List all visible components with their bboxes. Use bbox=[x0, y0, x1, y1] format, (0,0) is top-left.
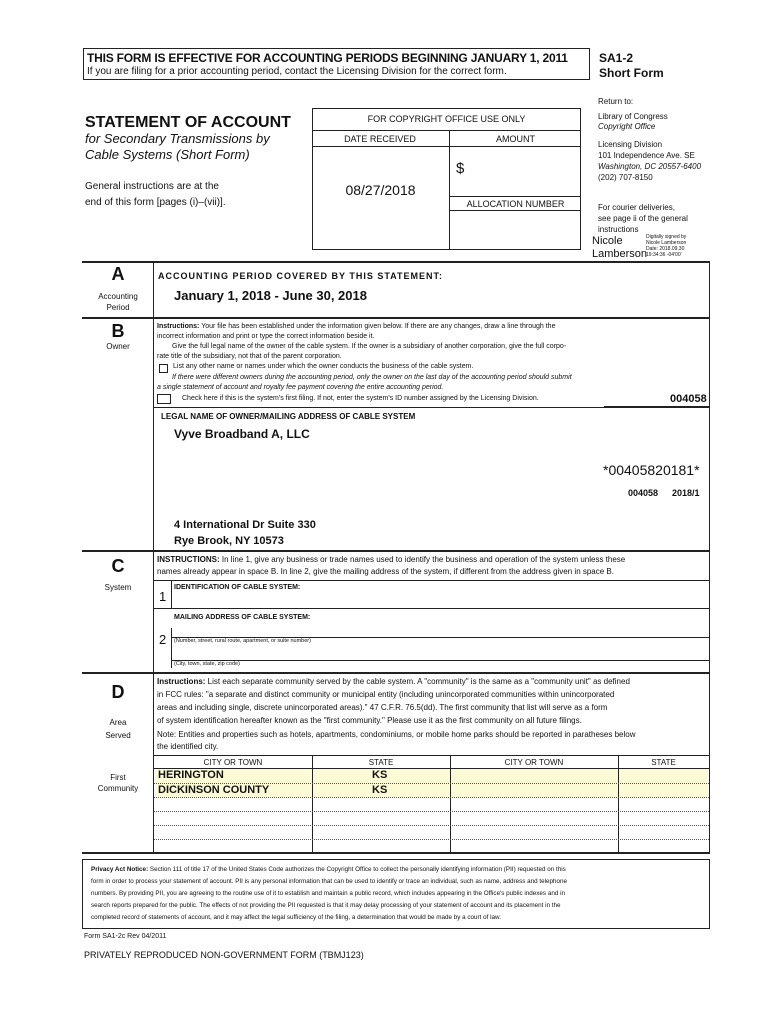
owner-address-2[interactable]: Rye Brook, NY 10573 bbox=[174, 535, 284, 547]
section-b-instructions-3: Give the full legal name of the owner of the cable system. If the owner is a subsidiary of another corporation, give the full corpo- bbox=[172, 343, 567, 350]
dollar-sign: $ bbox=[456, 160, 465, 177]
street-field[interactable] bbox=[172, 626, 709, 636]
accounting-period-heading: ACCOUNTING PERIOD COVERED BY THIS STATEMENT: bbox=[158, 271, 444, 281]
community-row-1-state[interactable]: KS bbox=[372, 769, 388, 781]
section-c-label: System bbox=[104, 583, 132, 592]
section-b-instructions-5: List any other name or names under which the owner conducts the business of the cable system. bbox=[173, 363, 474, 370]
section-b-instructions-8: Check here if this is the system's first filing. If not, enter the system's ID number assigned by the Licensing Division. bbox=[182, 395, 539, 402]
signature-meta-1: Digitally signed by bbox=[646, 234, 687, 240]
courier-line-3: instructions bbox=[598, 225, 639, 234]
community-row-1-city[interactable]: HERINGTON bbox=[158, 769, 224, 781]
return-line-6: (202) 707-8150 bbox=[598, 173, 653, 182]
amount-label: AMOUNT bbox=[496, 134, 535, 144]
first-filing-checkbox[interactable] bbox=[157, 394, 171, 404]
mailing-address-label: MAILING ADDRESS OF CABLE SYSTEM: bbox=[174, 614, 311, 621]
first-community-label-2: Community bbox=[97, 784, 139, 793]
section-c-letter: C bbox=[111, 556, 125, 576]
general-instructions-1: General instructions are at the bbox=[85, 181, 219, 192]
section-b-instructions-6: If there were different owners during the accounting period, only the owner on the last day of the accounting period should submit bbox=[172, 374, 572, 381]
statement-title: STATEMENT OF ACCOUNT bbox=[85, 114, 291, 131]
section-b-instructions-2: incorrect information and print or type the correct information beside it. bbox=[157, 333, 375, 340]
section-d-instr-bold: Instructions: bbox=[157, 677, 206, 686]
section-b-letter: B bbox=[111, 321, 125, 341]
section-c-instructions-1 bbox=[157, 555, 625, 564]
section-b-instructions-7: a single statement of account and royalty fee payment covering the entire accounting period. bbox=[157, 384, 444, 391]
return-line-5: Washington, DC 20557-6400 bbox=[598, 162, 702, 171]
main-frame-right bbox=[709, 261, 710, 853]
date-received-value: 08/27/2018 bbox=[345, 182, 416, 198]
system-id-number[interactable]: 004058 bbox=[670, 393, 707, 405]
prior-period-note: If you are filing for a prior accounting period, contact the Licensing Division for the correct form. bbox=[87, 66, 507, 77]
identification-label: IDENTIFICATION OF CABLE SYSTEM: bbox=[174, 584, 301, 591]
privacy-line-5: completed record of statements of account, and it may affect the legal sufficiency of the filing, a determination that would be made by a court of law. bbox=[91, 914, 501, 921]
col-city-header: CITY OR TOWN bbox=[203, 758, 263, 767]
community-row-2-state[interactable]: KS bbox=[372, 784, 388, 796]
section-d-instructions-3: areas and including single, discrete unincorporated areas)." 47 C.F.R. 76.5(dd). The first community that list will serve as a form bbox=[157, 703, 608, 712]
private-reproduction-note: PRIVATELY REPRODUCED NON-GOVERNMENT FORM (TBMJ123) bbox=[84, 950, 364, 960]
statement-subtitle-1: for Secondary Transmissions by bbox=[85, 131, 270, 146]
section-b-instr-bold: Instructions: bbox=[157, 323, 200, 330]
privacy-line-4: search reports prepared for the public. The effects of not providing the PII requested is that it may delay processing of your statement of account and its placement in the bbox=[91, 902, 561, 909]
section-b-instr-1: Your file has been established under the information given below. If there are any changes, draw a line through the bbox=[199, 323, 556, 330]
signature-meta-2: Nicole Lamberson bbox=[646, 240, 687, 246]
section-d-label-1: Area bbox=[109, 718, 127, 727]
section-d-letter: D bbox=[111, 682, 125, 702]
owner-name[interactable]: Vyve Broadband A, LLC bbox=[174, 427, 310, 441]
signature-name-1: Nicole bbox=[592, 235, 623, 247]
privacy-line-2: form in order to process your statement of account. PII is any personal information that can be used to identify or trace an individual, such as name, address and telephone bbox=[91, 878, 568, 885]
return-line-3: Licensing Division bbox=[598, 140, 663, 149]
section-d-instructions-2: in FCC rules: "a separate and distinct community or municipal entity (including unincorporated communities within unincorporated bbox=[157, 690, 615, 699]
section-d-instr-1: List each separate community served by the cable system. A "community" is the same as a "community unit" as defined bbox=[205, 677, 630, 686]
city-field[interactable] bbox=[172, 648, 709, 658]
first-community-label-1: First bbox=[110, 773, 126, 782]
section-a-label-1: Accounting bbox=[98, 292, 138, 301]
accounting-period-value[interactable]: January 1, 2018 - June 30, 2018 bbox=[174, 288, 367, 303]
office-use-heading: FOR COPYRIGHT OFFICE USE ONLY bbox=[367, 114, 526, 124]
community-row-4[interactable] bbox=[154, 825, 709, 826]
section-d-label-2: Served bbox=[105, 731, 131, 740]
section-c-instructions-2: names already appear in space B. In line 2, give the mailing address of the system, if different from the address given in space B. bbox=[157, 567, 614, 576]
section-d-instructions-4: of system identification hereafter known as the "first community." Please use it as the first community on all future filings. bbox=[157, 716, 582, 725]
privacy-bold: Privacy Act Notice: bbox=[91, 866, 149, 873]
section-c-instr-bold: INSTRUCTIONS: bbox=[157, 555, 220, 564]
privacy-line-3: numbers. By providing PII, you are agreeing to the routine use of it to establish and maintain a public record, which includes appearing in the Office's public indexes and in bbox=[91, 890, 565, 897]
barcode-text: *00405820181* bbox=[603, 462, 700, 478]
section-c-instr-1: In line 1, give any business or trade names used to identify the business and operation of the system unless these bbox=[219, 555, 626, 564]
section-d-instructions-1 bbox=[157, 677, 630, 686]
id-period-code-2: 2018/1 bbox=[672, 488, 700, 498]
section-b-instructions-4: rate title of the subsidiary, not that of the parent corporation. bbox=[157, 353, 342, 360]
section-d-note-2: the identified city. bbox=[157, 742, 219, 751]
section-a-letter: A bbox=[111, 264, 125, 284]
signature-meta-3: Date: 2018.09.30 bbox=[646, 246, 685, 252]
return-line-2: Copyright Office bbox=[598, 122, 656, 131]
courier-line-1: For courier deliveries, bbox=[598, 203, 675, 212]
section-b-label: Owner bbox=[106, 342, 130, 351]
col-state-header: STATE bbox=[368, 758, 394, 767]
owner-address-1[interactable]: 4 International Dr Suite 330 bbox=[174, 519, 316, 531]
statement-subtitle-2: Cable Systems (Short Form) bbox=[85, 147, 250, 162]
id-period-code-1: 004058 bbox=[628, 488, 659, 498]
col-city2-header: CITY OR TOWN bbox=[504, 758, 564, 767]
signature-meta-4: 19:34:36 -04'00' bbox=[646, 252, 682, 258]
city-hint: (City, town, state, zip code) bbox=[174, 661, 240, 667]
general-instructions-2: end of this form [pages (i)–(vii)]. bbox=[85, 197, 226, 208]
allocation-number-label: ALLOCATION NUMBER bbox=[466, 199, 565, 209]
privacy-l1: Section 111 of title 17 of the United States Code authorizes the Copyright Office to collect the personally identifying information (PII) requested on this bbox=[148, 866, 566, 873]
section-b-instructions-1 bbox=[157, 323, 555, 330]
signature-name-2: Lamberson bbox=[592, 248, 648, 260]
date-received-label: DATE RECEIVED bbox=[344, 134, 416, 144]
form-code: SA1-2 bbox=[599, 51, 634, 65]
community-row-2-city[interactable]: DICKINSON COUNTY bbox=[158, 784, 270, 796]
privacy-line-1 bbox=[91, 866, 566, 873]
form-revision: Form SA1-2c Rev 04/2011 bbox=[84, 933, 167, 940]
identification-field[interactable] bbox=[172, 592, 709, 606]
community-row-3[interactable] bbox=[154, 811, 709, 812]
courier-line-2: see page ii of the general bbox=[598, 214, 688, 223]
street-hint: (Number, street, rural route, apartment, or suite number) bbox=[174, 638, 311, 644]
other-names-checkbox[interactable] bbox=[159, 364, 168, 373]
line-1-number: 1 bbox=[159, 589, 167, 604]
return-line-4: 101 Independence Ave. SE bbox=[598, 151, 695, 160]
section-d-note-1: Note: Entities and properties such as hotels, apartments, condominiums, or mobile home parks should be reported in paratheses below bbox=[157, 730, 636, 739]
return-to-label: Return to: bbox=[598, 97, 634, 106]
effective-title: THIS FORM IS EFFECTIVE FOR ACCOUNTING PERIODS BEGINNING JANUARY 1, 2011 bbox=[87, 51, 568, 65]
return-line-1: Library of Congress bbox=[598, 112, 668, 121]
legal-name-label: LEGAL NAME OF OWNER/MAILING ADDRESS OF CABLE SYSTEM bbox=[161, 412, 416, 421]
community-row-5[interactable] bbox=[154, 839, 709, 840]
col-state2-header: STATE bbox=[651, 758, 676, 767]
section-a-label-2: Period bbox=[106, 303, 130, 312]
form-name: Short Form bbox=[599, 66, 664, 80]
line-2-number: 2 bbox=[159, 632, 167, 647]
